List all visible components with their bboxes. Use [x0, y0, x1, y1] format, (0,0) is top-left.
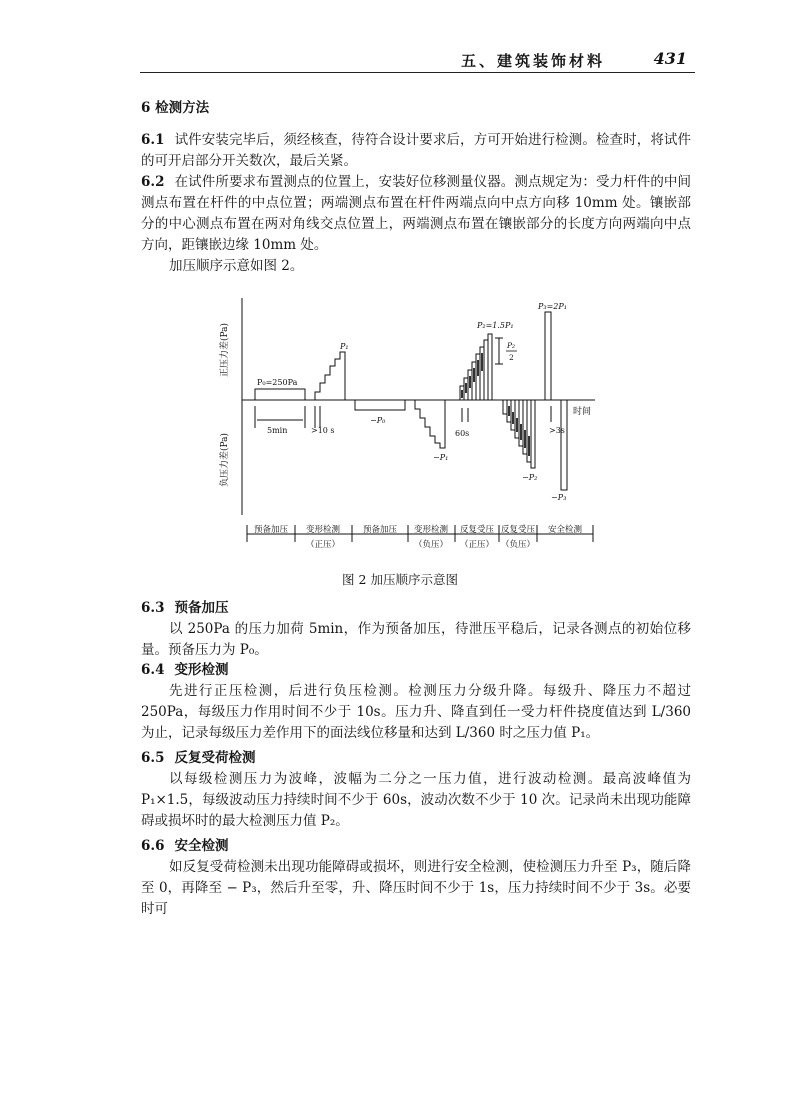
phase-2-label: 变形检测 [305, 525, 341, 535]
phase-6-sublabel: （负压） [500, 540, 536, 550]
section-6-3-text: 以 250Pa 的压力加荷 5min，作为预备加压，待泄压平稳后，记录各测点的初始位移量。预备压力为 P₀。 [141, 621, 691, 658]
p0-label: P₀=250Pa [257, 378, 298, 387]
deformation-positive-trace [315, 352, 345, 400]
phase-4-sublabel: （负压） [413, 540, 449, 550]
section-6-5-title: 反复受荷检测 [174, 750, 256, 766]
preload-positive-trace [242, 389, 315, 400]
section-6-5-number: 6.5 [141, 750, 165, 766]
section-6-4-number: 6.4 [141, 662, 165, 678]
duration-5min: 5min [267, 426, 288, 435]
section-6-6-title: 安全检测 [174, 838, 229, 854]
section-6 [141, 98, 691, 119]
section-6-2 [141, 172, 691, 277]
section-6-1-text: 试件安装完毕后，须经核查，待符合设计要求后，方可开始进行检测。检查时，将试件的可开启部分开关数次，最后关紧。 [141, 132, 691, 169]
neg-p2-label: −P₂ [522, 473, 538, 482]
section-6-2-text: 在试件所要求布置测点的位置上，安装好位移测量仪器。测点规定为：受力杆件的中间测点布置在杆件的中点位置；两端测点布置在杆件两端点向中点方向移 10mm 处。镶嵌部分的中心测点布置在两对角线交点位置上，两端测点布置在镶嵌部分的长度方向两端向中点方向，距镶嵌边缘 10mm 处。 [141, 174, 691, 253]
section-6-title: 6 检测方法 [141, 100, 210, 116]
section-6-5 [141, 748, 691, 832]
duration-3s: >3s [549, 426, 565, 435]
pressure-sequence-diagram [215, 290, 605, 565]
section-6-1-number: 6.1 [141, 132, 165, 148]
section-6-2-number: 6.2 [141, 174, 165, 190]
cyclic-negative-trace [503, 400, 535, 468]
p2-half-denominator: 2 [509, 353, 514, 362]
section-6-6 [141, 836, 691, 920]
p1-label: P₁ [340, 342, 349, 351]
phase-2-sublabel: （正压） [305, 540, 341, 550]
neg-p1-label: −P₁ [433, 453, 449, 462]
preload-negative-trace [355, 400, 405, 410]
neg-p0-label: −P₀ [370, 416, 386, 425]
phase-6-label: 反复受压 [500, 525, 536, 535]
safety-negative-pulse [561, 400, 567, 490]
section-6-4-title: 变形检测 [174, 662, 229, 678]
y-negative-label: 负压力差(Pa) [220, 432, 230, 488]
duration-10s: >10 s [311, 426, 335, 435]
safety-positive-pulse [545, 312, 551, 400]
phase-3-label: 预备加压 [362, 525, 398, 535]
page-header [140, 42, 695, 73]
x-axis-label: 时间 [573, 407, 592, 417]
p2-half-numerator: P₂ [507, 341, 516, 350]
section-6-3-title: 预备加压 [174, 600, 229, 616]
phase-5-sublabel: （正压） [459, 540, 495, 550]
phase-7-label: 安全检测 [547, 525, 583, 535]
figure-caption: 图 2 加压顺序示意图 [342, 572, 458, 587]
section-6-4 [141, 660, 691, 744]
section-6-6-text: 如反复受荷检测未出现功能障碍或损坏，则进行安全检测，使检测压力升至 P₃，随后降至 0，再降至 − P₃，然后升至零，升、降压时间不少于 1s，压力持续时间不少于 3s。必要时可 [141, 859, 691, 917]
neg-p3-label: −P₃ [551, 493, 567, 502]
cyclic-positive-trace [460, 334, 492, 400]
section-6-3-number: 6.3 [141, 600, 165, 616]
page-number: 431 [653, 49, 687, 68]
section-6-6-number: 6.6 [141, 838, 165, 854]
phase-5-label: 反复受压 [459, 525, 495, 535]
phase-1-label: 预备加压 [253, 525, 289, 535]
section-6-1 [141, 130, 691, 172]
section-6-4-text: 先进行正压检测，后进行负压检测。检测压力分级升降。每级升、降压力不超过 250Pa，每级压力作用时间不少于 10s。压力升、降直到任一受力杆件挠度值达到 L/360 为止，记录每级压力差作用下的面法线位移量和达到 L/360 时之压力值 P₁。 [141, 683, 691, 741]
section-6-5-text: 以每级检测压力为波峰，波幅为二分之一压力值，进行波动检测。最高波峰值为 P₁×1.5，每级波动压力持续时间不少于 60s，波动次数不少于 10 次。记录尚未出现功能障碍或损坏时的最大检测压力值 P₂。 [141, 771, 691, 829]
chapter-title: 五、建筑装饰材料 [460, 52, 605, 70]
p2-label: P₂=1.5P₁ [477, 321, 514, 330]
section-6-3 [141, 598, 691, 661]
phase-4-label: 变形检测 [413, 525, 449, 535]
duration-60s: 60s [455, 429, 470, 438]
figure-reference: 加压顺序示意如图 2。 [169, 258, 304, 274]
deformation-negative-trace [415, 400, 445, 448]
y-positive-label: 正压力差(Pa) [220, 322, 230, 378]
p3-label: P₃=2P₁ [538, 302, 567, 311]
